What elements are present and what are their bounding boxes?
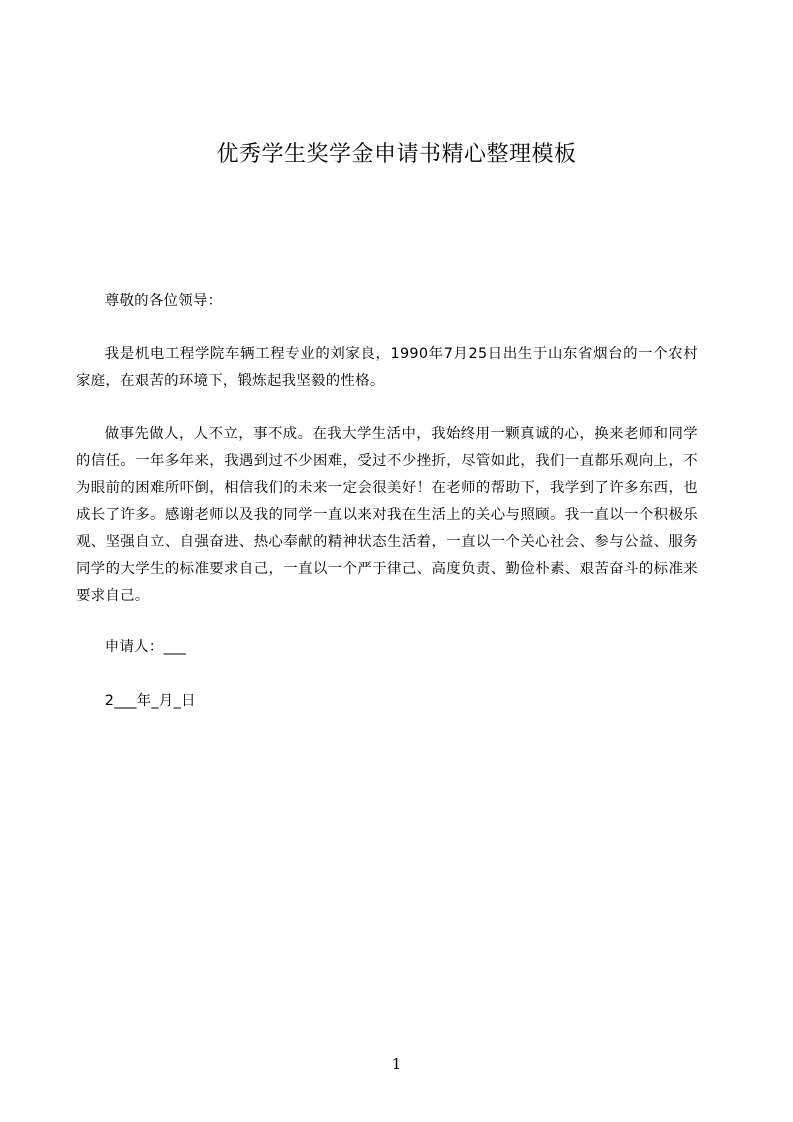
date-line: 2___年_月_日 [104,693,196,709]
page-number: 1 [391,1055,402,1073]
salutation: 尊敬的各位领导： [104,293,223,309]
paragraph-main: 做事先做人，人不立，事不成。在我大学生活中，我始终用一颗真诚的心，换来老师和同学的信任。一年多年来，我遇到过不少困难，受过不少挫折，尽管如此，我们一直都乐观向上，不为眼前的困难所吓倒，相信我们的未来一定会很美好！在老师的帮助下，我学到了许多东西，也成长了许多。感谢老师以及我的同学一直以来对我在生活上的关心与照顾。我一直以一个积极乐观、坚强自立、自强奋进、热心奉献的精神状态生活着，一直以一个关心社会、参与公益、服务同学的大学生的标准要求自己，一直以一个严于律己、高度负责、勤俭朴素、艰苦奋斗的标准来要求自己。 [76,426,698,604]
applicant-signature-line: 申请人：___ [104,639,187,655]
document-title: 优秀学生奖学金申请书精心整理模板 [216,142,577,167]
paragraph-introduction: 我是机电工程学院车辆工程专业的刘家良，1990年7月25日出生于山东省烟台的一个农村家庭，在艰苦的环境下，锻炼起我坚毅的性格。 [76,346,698,389]
